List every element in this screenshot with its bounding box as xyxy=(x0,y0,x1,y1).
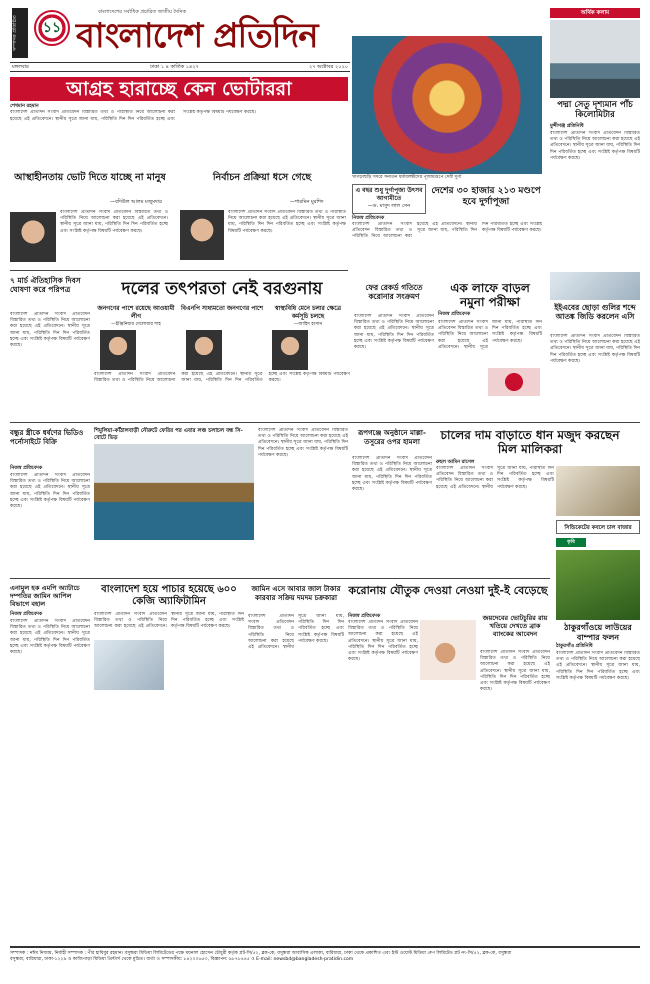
rice-inset: সিন্ডিকেটের কবলে চাল বাজার xyxy=(556,520,640,534)
masthead-title: বাংলাদেশ প্রতিদিন xyxy=(76,16,318,56)
bottom-left-head: এনামুল হক এমপি অ্যাটাচে দম্পতির জামিন আপিল বিভাগে বহাল xyxy=(10,584,80,608)
photo-barguna-3 xyxy=(272,330,308,370)
video-text: বাংলাদেশ প্রতিদিন সংবাদ প্রতিবেদন বিস্তারিত তথ্য ও পরিস্থিতি নিয়ে আলোচনা করা হয়েছে এই প্রতিবেদনে। স্থানীয় সূত্রে জানা যায়, পরিস্থিতি দিন দিন পরিবর্তিত হচ্ছে এবং সংশ্লিষ্ট কর্তৃপক্ষ বিষয়টি পর্যবেক্ষণ করছে। xyxy=(10,473,90,509)
divider xyxy=(10,270,348,271)
photo-barguna-2 xyxy=(186,330,222,370)
lead-sub2-author: —শারমিন মুরশিদ xyxy=(290,199,324,205)
tagline: বাংলাদেশের সর্বাধিক প্রচারিত জাতীয় দৈনিক xyxy=(98,9,186,15)
lead-sub1: আস্থাহীনতায় ভোট দিতে যাচ্ছে না মানুষ xyxy=(14,172,166,183)
eu-headline: ইইএবের ছোড়া গুলির শব্দে আতঙ্ক জিডি করলেন এসি xyxy=(554,303,636,321)
photo-rice xyxy=(556,466,640,516)
side-tag: সম্পাদক প্রতিষ্ঠিত xyxy=(12,8,28,58)
bottom-left-byline: নিজস্ব প্রতিবেদক xyxy=(10,612,43,617)
durga-byline: নিজস্ব প্রতিবেদক xyxy=(352,216,385,221)
barguna-text: বাংলাদেশ প্রতিদিন সংবাদ প্রতিবেদন বিস্তারিত তথ্য ও পরিস্থিতি নিয়ে আলোচনা করা হয়েছে এই প্রতিবেদনে। স্থানীয় সূত্রে জানা যায়, পরিস্থিতি দিন দিন পরিবর্তিত হচ্ছে এবং সংশ্লিষ্ট কর্তৃপক্ষ বিষয়টি পর্যবেক্ষণ করছে। xyxy=(94,372,350,384)
photo-badiul xyxy=(10,212,56,262)
rice-byline: রুহল আমিন রাসেল xyxy=(436,460,475,465)
krishi-byline: ঠাকুরগাঁও প্রতিনিধি xyxy=(556,644,593,649)
divider xyxy=(10,578,550,579)
day-label: মঙ্গলবার xyxy=(12,64,29,70)
barguna-col2: বিএনপি সাধ্যমতো জনগণের পাশে xyxy=(180,305,264,312)
corona-text-b: বাংলাদেশ প্রতিদিন সংবাদ প্রতিবেদন বিস্তারিত তথ্য ও পরিস্থিতি নিয়ে আলোচনা করা হয়েছে এই প্রতিবেদনে। স্থানীয় সূত্রে জানা যায়, পরিস্থিতি দিন দিন পরিবর্তিত হচ্ছে এবং সংশ্লিষ্ট কর্তৃপক্ষ বিষয়টি পর্যবেক্ষণ করছে। xyxy=(438,320,542,350)
dowry-text: বাংলাদেশ প্রতিদিন সংবাদ প্রতিবেদন বিস্তারিত তথ্য ও পরিস্থিতি নিয়ে আলোচনা করা হয়েছে এই প্রতিবেদনে। স্থানীয় সূত্রে জানা যায়, পরিস্থিতি দিন দিন পরিবর্তিত হচ্ছে এবং সংশ্লিষ্ট কর্তৃপক্ষ বিষয়টি পর্যবেক্ষণ করছে। xyxy=(348,620,418,663)
lead-sub1-author: —বদিউল আলম মজুমদার xyxy=(110,199,162,205)
photo-durga xyxy=(352,36,542,174)
padma-text: বাংলাদেশ প্রতিদিন সংবাদ প্রতিবেদন বিস্তারিত তথ্য ও পরিস্থিতি নিয়ে আলোচনা করা হয়েছে এই প্রতিবেদনে। স্থানীয় সূত্রে জানা যায়, পরিস্থিতি দিন দিন পরিবর্তিত হচ্ছে এবং সংশ্লিষ্ট কর্তৃপক্ষ বিষয়টি পর্যবেক্ষণ করছে। xyxy=(550,131,640,161)
rice-text: বাংলাদেশ প্রতিদিন সংবাদ প্রতিবেদন বিস্তারিত তথ্য ও পরিস্থিতি নিয়ে আলোচনা করা হয়েছে এই প্রতিবেদনে। স্থানীয় সূত্রে জানা যায়, পরিস্থিতি দিন দিন পরিবর্তিত হচ্ছে এবং সংশ্লিষ্ট কর্তৃপক্ষ বিষয়টি পর্যবেক্ষণ করছে। xyxy=(436,466,554,490)
barguna-headline: দলের তৎপরতা নেই বরগুনায় xyxy=(121,279,323,299)
krishi-tag: কৃষি xyxy=(556,538,586,547)
dowry-head: করোনায় যৌতুক দেওয়া নেওয়া দুই-ই বেড়েছে xyxy=(348,584,548,597)
logo-number: ১১ xyxy=(42,19,62,36)
lead-headline: আগ্রহ হারাচ্ছে কেন ভোটাররা xyxy=(10,77,348,101)
photo-ship xyxy=(94,444,254,540)
durga-box-author: —ড. মাসুদ লাল সেন xyxy=(367,203,411,209)
footer-line-1: সম্পাদক : নঈম নিজাম, নির্বাহী সম্পাদক : পীর হাবিবুর রহমান। বসুন্ধরা মিডিয়া লিমিটেডের পক্ষে ময়নাল হোসেন চৌধুরী কর্তৃক প্লট-সি/৫২, ব্লক-কে, বসুন্ধরা আবাসিক এলাকা, বারিধারা, ঢাকা থেকে প্রকাশিত এবং ইস্ট ওয়েস্ট মিডিয়া গ্রুপ লিমিটেড প্লট নং-সি/৫২, ব্লক-কে, বসুন্ধরা xyxy=(10,951,512,956)
corona-head2: এক লাফে বাড়ল নমুনা পরীক্ষা xyxy=(450,281,530,309)
barguna-col3-author: —জাহিদ হাসান xyxy=(293,322,323,327)
bail-head: জামিন এসে আবার জাল টাকার কারবার সক্রিয় দমদম চক্রকারা xyxy=(251,584,341,602)
photo-barguna-1 xyxy=(100,330,136,370)
march7-text: বাংলাদেশ প্রতিদিন সংবাদ প্রতিবেদন বিস্তারিত তথ্য ও পরিস্থিতি নিয়ে আলোচনা করা হয়েছে এই প্রতিবেদনে। স্থানীয় সূত্রে জানা যায়, পরিস্থিতি দিন দিন পরিবর্তিত হচ্ছে এবং সংশ্লিষ্ট কর্তৃপক্ষ বিষয়টি পর্যবেক্ষণ করছে। xyxy=(10,312,90,348)
barguna-col1-author: —ইঞ্জিনিয়ার দেলোয়ার শাহ xyxy=(111,322,161,327)
photo-eu xyxy=(550,272,640,300)
city-date: ঢাকা ১ ৪ কার্তিক ১৪২৭ xyxy=(150,64,199,70)
photo-sharmin xyxy=(180,210,224,260)
lead-text: বাংলাদেশ প্রতিদিন সংবাদ প্রতিবেদন বিস্তারিত তথ্য ও পরিস্থিতি নিয়ে আলোচনা করা হয়েছে এই প্রতিবেদনে। স্থানীয় সূত্রে জানা যায়, পরিস্থিতি দিন দিন পরিবর্তিত হচ্ছে এবং সংশ্লিষ্ট কর্তৃপক্ষ বিষয়টি পর্যবেক্ষণ করছে। xyxy=(10,110,257,122)
corona-text-a: বাংলাদেশ প্রতিদিন সংবাদ প্রতিবেদন বিস্তারিত তথ্য ও পরিস্থিতি নিয়ে আলোচনা করা হয়েছে এই প্রতিবেদনে। স্থানীয় সূত্রে জানা যায়, পরিস্থিতি দিন দিন পরিবর্তিত হচ্ছে এবং সংশ্লিষ্ট কর্তৃপক্ষ বিষয়টি পর্যবেক্ষণ করছে। xyxy=(354,314,434,350)
masthead-logo xyxy=(34,10,70,46)
rice-headline: চালের দাম বাড়াতে ধান মজুদ করছেন মিল মালিকরা xyxy=(440,428,620,456)
durga-headline: দেশের ৩০ হাজার ২১৩ মণ্ডপে হবে দুর্গাপূজা xyxy=(431,186,541,207)
ferry-text: বাংলাদেশ প্রতিদিন সংবাদ প্রতিবেদন বিস্তারিত তথ্য ও পরিস্থিতি নিয়ে আলোচনা করা হয়েছে এই প্রতিবেদনে। স্থানীয় সূত্রে জানা যায়, পরিস্থিতি দিন দিন পরিবর্তিত হচ্ছে এবং সংশ্লিষ্ট কর্তৃপক্ষ বিষয়টি পর্যবেক্ষণ করছে। xyxy=(258,428,348,458)
photo-bridge xyxy=(550,20,640,98)
attack-head: রূপগঞ্জে অনুষ্ঠানে মাল্লা-তসুরের ওপর হামলা xyxy=(358,428,426,446)
bail-text: বাংলাদেশ প্রতিদিন সংবাদ প্রতিবেদন বিস্তারিত তথ্য ও পরিস্থিতি নিয়ে আলোচনা করা হয়েছে এই প্রতিবেদনে। স্থানীয় সূত্রে জানা যায়, পরিস্থিতি দিন দিন পরিবর্তিত হচ্ছে এবং সংশ্লিষ্ট কর্তৃপক্ষ বিষয়টি পর্যবেক্ষণ করছে। xyxy=(248,614,344,650)
padma-byline: মুন্সীগঞ্জ প্রতিনিধি xyxy=(550,124,584,129)
bank-text: বাংলাদেশ প্রতিদিন সংবাদ প্রতিবেদন বিস্তারিত তথ্য ও পরিস্থিতি নিয়ে আলোচনা করা হয়েছে এই প্রতিবেদনে। স্থানীয় সূত্রে জানা যায়, পরিস্থিতি দিন দিন পরিবর্তিত হচ্ছে এবং সংশ্লিষ্ট কর্তৃপক্ষ বিষয়টি পর্যবেক্ষণ করছে। xyxy=(480,650,550,693)
video-head: বন্ধুর স্ত্রীকে ধর্ষণের ভিডিও পর্নোসাইটে বিক্রি xyxy=(10,428,84,446)
corona-graphic xyxy=(488,368,540,396)
attack-text: বাংলাদেশ প্রতিদিন সংবাদ প্রতিবেদন বিস্তারিত তথ্য ও পরিস্থিতি নিয়ে আলোচনা করা হয়েছে এই প্রতিবেদনে। স্থানীয় সূত্রে জানা যায়, পরিস্থিতি দিন দিন পরিবর্তিত হচ্ছে এবং সংশ্লিষ্ট কর্তৃপক্ষ বিষয়টি পর্যবেক্ষণ করছে। xyxy=(352,456,432,492)
ferry-head: শিমুলিয়া-কাঁঠালবাড়ী নৌরুটে ফেরির পর এবার লঞ্চ চলাচল বন্ধ সি-বোটে ভিড় xyxy=(94,428,243,441)
lead-body xyxy=(10,104,348,170)
eu-text: বাংলাদেশ প্রতিদিন সংবাদ প্রতিবেদন বিস্তারিত তথ্য ও পরিস্থিতি নিয়ে আলোচনা করা হয়েছে এই প্রতিবেদনে। স্থানীয় সূত্রে জানা যায়, পরিস্থিতি দিন দিন পরিবর্তিত হচ্ছে এবং সংশ্লিষ্ট কর্তৃপক্ষ বিষয়টি পর্যবেক্ষণ করছে। xyxy=(550,334,640,364)
dowry-byline: নিজস্ব প্রতিবেদক xyxy=(348,614,381,619)
krishi-text: বাংলাদেশ প্রতিদিন সংবাদ প্রতিবেদন বিস্তারিত তথ্য ও পরিস্থিতি নিয়ে আলোচনা করা হয়েছে এই প্রতিবেদনে। স্থানীয় সূত্রে জানা যায়, পরিস্থিতি দিন দিন পরিবর্তিত হচ্ছে এবং সংশ্লিষ্ট কর্তৃপক্ষ বিষয়টি পর্যবেক্ষণ করছে। xyxy=(556,651,640,681)
footer-line-2: বসুন্ধরা, বারিধারা, ঢাকা-১২২৯ ও কাজিপাড়া মিডিয়া প্রিন্টার্স থেকে মুদ্রিত। বার্তা ও সম্পাদকীয়: ৮৪২০০৬৫৩, বিজ্ঞাপন: ৯৮৭৮৪৪৫ ও E-mail: newsbd@bangladesh-pratidin.com xyxy=(10,957,354,963)
footer xyxy=(10,946,640,963)
photo-gourd xyxy=(556,550,640,620)
dateline xyxy=(10,62,350,72)
lead-sub2: নির্বাচন প্রক্রিয়া ধসে গেছে xyxy=(212,172,312,183)
padma-headline: পদ্মা সেতু দৃশ্যমান পাঁচ কিলোমিটার xyxy=(557,100,633,120)
durga-text: বাংলাদেশ প্রতিদিন সংবাদ প্রতিবেদন বিস্তারিত তথ্য ও পরিস্থিতি নিয়ে আলোচনা করা হয়েছে এই প্রতিবেদনে। স্থানীয় সূত্রে জানা যায়, পরিস্থিতি দিন দিন পরিবর্তিত হচ্ছে এবং সংশ্লিষ্ট কর্তৃপক্ষ বিষয়টি পর্যবেক্ষণ করছে। xyxy=(352,222,542,240)
barguna-col1: জনগণের পাশে রয়েছে আওয়ামী লীগ xyxy=(97,305,175,320)
corona-byline: নিজস্ব প্রতিবেদক xyxy=(438,312,471,317)
photo-dowry xyxy=(420,620,476,680)
march7-head: ৭ মার্চ ঐতিহাসিক দিবস ঘোষণা করে পরিপত্র xyxy=(10,276,81,294)
barguna-col3: স্বাস্থ্যবিধি মেনে চলার ক্ষেত্রে কর্মসূচি চলছে xyxy=(274,305,342,320)
smuggle-head: বাংলাদেশ হয়ে পাচার হয়েছে ৬০০ কেজি অ্যাফিটামিন xyxy=(101,584,237,607)
video-byline: নিজস্ব প্রতিবেদক xyxy=(10,466,43,471)
bank-head: জয়দেবের ভোটচুরির রায় খতিয়ে দেখতে ব্রাক ব্যাংকের আবেদন xyxy=(482,614,548,638)
sub2-text: বাংলাদেশ প্রতিদিন সংবাদ প্রতিবেদন বিস্তারিত তথ্য ও পরিস্থিতি নিয়ে আলোচনা করা হয়েছে এই প্রতিবেদনে। স্থানীয় সূত্রে জানা যায়, পরিস্থিতি দিন দিন পরিবর্তিত হচ্ছে এবং সংশ্লিষ্ট কর্তৃপক্ষ বিষয়টি পর্যবেক্ষণ করছে। xyxy=(228,210,346,234)
english-date: ২৭ অক্টোবর ২০২০ xyxy=(308,64,348,70)
sub1-text: বাংলাদেশ প্রতিদিন সংবাদ প্রতিবেদন বিস্তারিত তথ্য ও পরিস্থিতি নিয়ে আলোচনা করা হয়েছে এই প্রতিবেদনে। স্থানীয় সূত্রে জানা যায়, পরিস্থিতি দিন দিন পরিবর্তিত হচ্ছে এবং সংশ্লিষ্ট কর্তৃপক্ষ বিষয়টি পর্যবেক্ষণ করছে। xyxy=(60,210,168,234)
bottom-left-text: বাংলাদেশ প্রতিদিন সংবাদ প্রতিবেদন বিস্তারিত তথ্য ও পরিস্থিতি নিয়ে আলোচনা করা হয়েছে এই প্রতিবেদনে। স্থানীয় সূত্রে জানা যায়, পরিস্থিতি দিন দিন পরিবর্তিত হচ্ছে এবং সংশ্লিষ্ট কর্তৃপক্ষ বিষয়টি পর্যবেক্ষণ করছে। xyxy=(10,619,90,655)
divider xyxy=(10,422,640,423)
durga-box xyxy=(352,184,426,214)
smuggle-text: বাংলাদেশ প্রতিদিন সংবাদ প্রতিবেদন বিস্তারিত তথ্য ও পরিস্থিতি নিয়ে আলোচনা করা হয়েছে এই প্রতিবেদনে। স্থানীয় সূত্রে জানা যায়, পরিস্থিতি দিন দিন পরিবর্তিত হচ্ছে এবং সংশ্লিষ্ট কর্তৃপক্ষ বিষয়টি পর্যবেক্ষণ করছে। xyxy=(94,612,244,630)
durga-box-title: এ বছর শুধু দুর্গাপূজা উৎসব আগামীতে xyxy=(355,187,423,202)
lead-byline: শেখমান রহমান xyxy=(10,104,39,109)
durga-caption: খাগড়াছড়ি সদরে সনাতন ধর্মাবলম্বীদের পূজামণ্ডপে দেবী দুর্গা xyxy=(352,175,462,180)
section-tag: অর্থিক কলাম xyxy=(550,8,640,18)
corona-head1: ফের রেকর্ড গতিতে করোনার সংক্রমণ xyxy=(365,283,423,301)
krishi-head: ঠাকুরগাঁওয়ে লাউয়ের বাম্পার ফলন xyxy=(564,622,632,642)
